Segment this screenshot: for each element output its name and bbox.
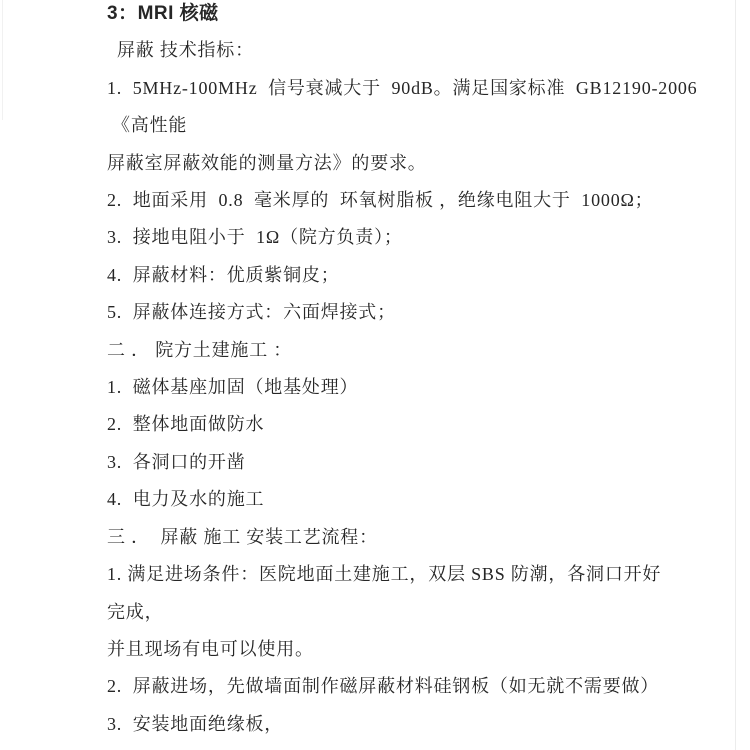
- doc-line: 完成，: [107, 601, 164, 622]
- doc-line: 4. 屏蔽材料：优质紫铜皮；: [107, 264, 340, 285]
- doc-line: 《高性能: [112, 115, 188, 136]
- doc-line: 1. 满足进场条件：医院地面土建施工，双层 SBS 防潮，各洞口开好: [107, 564, 662, 585]
- doc-line: 2. 地面采用 0.8 毫米厚的 环氧树脂板 ，绝缘电阻大于 1000Ω；: [107, 190, 654, 211]
- doc-line: 1. 磁体基座加固（地基处理）: [107, 377, 359, 398]
- doc-line: 2. 整体地面做防水: [107, 414, 265, 435]
- doc-line: 2. 屏蔽进场，先做墙面制作磁屏蔽材料硅钢板（如无就不需要做）: [107, 676, 660, 697]
- page-edge-left: [2, 0, 3, 120]
- doc-title: 3：MRI 核磁: [107, 3, 219, 24]
- doc-line: 4. 电力及水的施工: [107, 489, 265, 510]
- document-content: [107, 0, 698, 743]
- doc-line: 3. 各洞口的开凿: [107, 451, 246, 472]
- doc-line: 5. 屏蔽体连接方式：六面焊接式；: [107, 302, 396, 323]
- doc-line: 1. 5MHz-100MHz 信号衰减大于 90dB。满足国家标准 GB12190-2006: [107, 77, 698, 98]
- doc-line: 3. 接地电阻小于 1Ω（院方负责）；: [107, 227, 403, 248]
- doc-section-heading: 三 ． 屏蔽 施工 安装工艺流程：: [107, 526, 378, 547]
- doc-line: 屏蔽 技术指标：: [117, 40, 254, 61]
- doc-section-heading: 二 ． 院方土建施工 ：: [107, 339, 293, 360]
- doc-line: 屏蔽室屏蔽效能的测量方法》的要求。: [107, 152, 427, 173]
- page-edge-right: [735, 0, 736, 750]
- doc-line: 3. 安装地面绝缘板，: [107, 713, 284, 734]
- doc-line: 并且现场有电可以使用。: [107, 638, 314, 659]
